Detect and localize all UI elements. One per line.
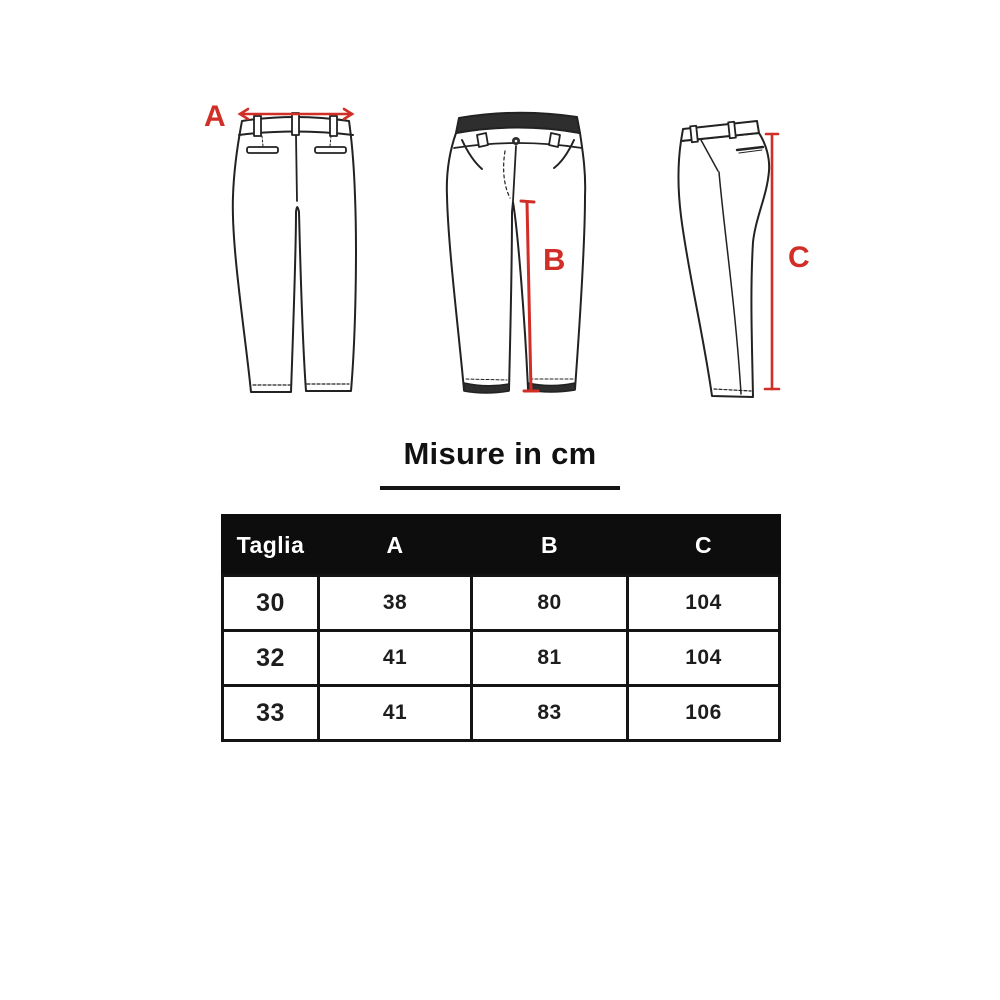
cell-30-c: 104 bbox=[628, 576, 780, 631]
table-row bbox=[223, 631, 780, 686]
measure-label-b: B bbox=[543, 242, 566, 277]
pants-side-view-drawing bbox=[678, 121, 769, 397]
cell-30-b: 80 bbox=[472, 576, 628, 631]
title-underline bbox=[380, 486, 620, 490]
cell-33-b: 83 bbox=[472, 686, 628, 741]
header-taglia: Taglia bbox=[223, 516, 319, 576]
header-c: C bbox=[628, 516, 780, 576]
size-table bbox=[221, 514, 781, 742]
page-title: Misure in cm bbox=[403, 436, 597, 471]
header-a: A bbox=[319, 516, 472, 576]
cell-32-c: 104 bbox=[628, 631, 780, 686]
cell-size-32: 32 bbox=[223, 631, 319, 686]
cell-33-a: 41 bbox=[319, 686, 472, 741]
title-block bbox=[0, 436, 1000, 490]
pants-drawings bbox=[0, 0, 1000, 460]
measure-label-c: C bbox=[788, 241, 811, 274]
pants-back-view-drawing bbox=[233, 113, 356, 392]
size-table-header-row bbox=[223, 516, 780, 576]
header-b: B bbox=[472, 516, 628, 576]
cell-33-c: 106 bbox=[628, 686, 780, 741]
cell-32-a: 41 bbox=[319, 631, 472, 686]
measure-label-a: A bbox=[204, 100, 227, 133]
table-row bbox=[223, 686, 780, 741]
cell-30-a: 38 bbox=[319, 576, 472, 631]
table-row bbox=[223, 576, 780, 631]
cell-32-b: 81 bbox=[472, 631, 628, 686]
cell-size-30: 30 bbox=[223, 576, 319, 631]
cell-size-33: 33 bbox=[223, 686, 319, 741]
